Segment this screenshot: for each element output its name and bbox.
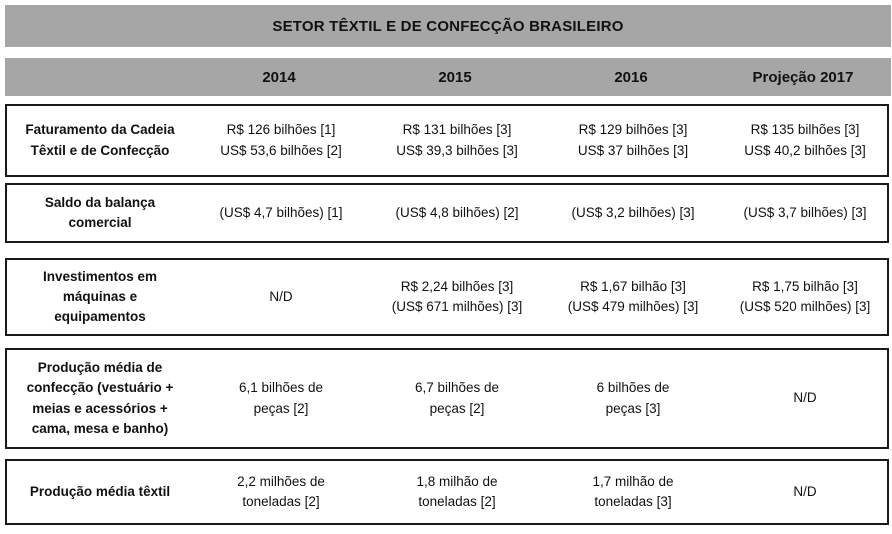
row-label <box>7 185 193 241</box>
cell-line: (US$ 4,7 bilhões) [1] <box>219 204 343 220</box>
row-label-line: meias e acessórios + <box>32 400 168 416</box>
cell-line: 2,2 milhões de <box>237 473 325 489</box>
row-label-line: máquinas e <box>62 288 138 304</box>
row-label-line: Saldo da balança <box>44 194 156 210</box>
cell-line: (US$ 3,7 bilhões) [3] <box>743 204 867 220</box>
cell-line: 1,8 milhão de <box>416 473 498 489</box>
cell-line: (US$ 520 milhões) [3] <box>739 299 871 314</box>
table-cell <box>193 185 369 241</box>
table-cell <box>369 185 545 241</box>
row-label-line: confecção (vestuário + <box>26 380 174 396</box>
row-label-line: Produção média têxtil <box>29 483 171 499</box>
table-cell <box>369 461 545 523</box>
cell-line: N/D <box>269 288 293 304</box>
cell-line: 6,7 bilhões de <box>414 380 500 396</box>
column-header-2016: 2016 <box>614 68 648 86</box>
table-cell <box>545 185 721 241</box>
table-cell <box>721 461 889 523</box>
table-cell <box>545 260 721 334</box>
cell-line: toneladas [2] <box>242 494 320 509</box>
cell-line: peças [3] <box>605 400 661 416</box>
table-cell <box>721 106 889 175</box>
table-cell <box>193 350 369 447</box>
table-cell <box>193 260 369 334</box>
cell-line: US$ 53,6 bilhões [2] <box>220 142 342 158</box>
row-label <box>7 350 193 447</box>
table-row-investments <box>5 258 889 336</box>
table-cell <box>545 106 721 175</box>
row-label-line: Faturamento da Cadeia <box>25 122 175 138</box>
table-row-revenue <box>5 104 889 177</box>
table-cell <box>721 185 889 241</box>
column-header-projection-2017: Projeção 2017 <box>752 68 854 86</box>
cell-line: R$ 135 bilhões [3] <box>750 122 860 138</box>
column-header-2014: 2014 <box>262 68 296 86</box>
row-label-line: cama, mesa e banho) <box>31 420 169 436</box>
cell-line: US$ 40,2 bilhões [3] <box>744 142 866 158</box>
cell-line: R$ 1,67 bilhão [3] <box>580 278 686 294</box>
table-row-trade-balance <box>5 183 889 243</box>
row-label <box>7 461 193 523</box>
cell-line: toneladas [3] <box>594 494 672 509</box>
table-cell <box>369 260 545 334</box>
column-header-row <box>5 58 891 96</box>
cell-line: US$ 39,3 bilhões [3] <box>396 142 518 158</box>
table-cell <box>545 461 721 523</box>
table-row-apparel-production <box>5 348 889 449</box>
table-cell <box>369 350 545 447</box>
column-header-2015: 2015 <box>438 68 472 86</box>
cell-line: R$ 131 bilhões [3] <box>402 122 512 138</box>
row-label <box>7 106 193 175</box>
cell-line: peças [2] <box>429 400 485 416</box>
cell-line: R$ 2,24 bilhões [3] <box>400 278 514 294</box>
cell-line: toneladas [2] <box>418 494 496 509</box>
cell-line: 6,1 bilhões de <box>238 380 324 396</box>
table-cell <box>369 106 545 175</box>
row-label <box>7 260 193 334</box>
cell-line: R$ 1,75 bilhão [3] <box>752 278 858 294</box>
cell-line: (US$ 671 milhões) [3] <box>391 299 523 314</box>
cell-line: peças [2] <box>253 400 309 416</box>
row-label-line: Têxtil e de Confecção <box>30 142 170 158</box>
cell-line: (US$ 3,2 bilhões) [3] <box>571 204 695 220</box>
table-cell <box>721 350 889 447</box>
row-label-line: comercial <box>68 215 132 230</box>
cell-line: 6 bilhões de <box>596 380 670 396</box>
cell-line: (US$ 4,8 bilhões) [2] <box>395 204 519 220</box>
row-label-line: Produção média de <box>37 360 163 375</box>
cell-line: N/D <box>793 483 817 499</box>
table-cell <box>545 350 721 447</box>
cell-line: (US$ 479 milhões) [3] <box>567 299 699 314</box>
row-label-line: equipamentos <box>54 309 146 325</box>
cell-line: 1,7 milhão de <box>592 473 674 489</box>
cell-line: US$ 37 bilhões [3] <box>577 142 689 158</box>
table-row-textile-production <box>5 459 889 525</box>
cell-line: R$ 129 bilhões [3] <box>578 122 688 138</box>
table-title: SETOR TÊXTIL E DE CONFECÇÃO BRASILEIRO <box>5 5 891 47</box>
table-cell <box>721 260 889 334</box>
cell-line: N/D <box>793 390 817 406</box>
table-cell <box>193 461 369 523</box>
table-cell <box>193 106 369 175</box>
row-label-line: Investimentos em <box>42 268 158 284</box>
cell-line: R$ 126 bilhões [1] <box>226 122 336 138</box>
